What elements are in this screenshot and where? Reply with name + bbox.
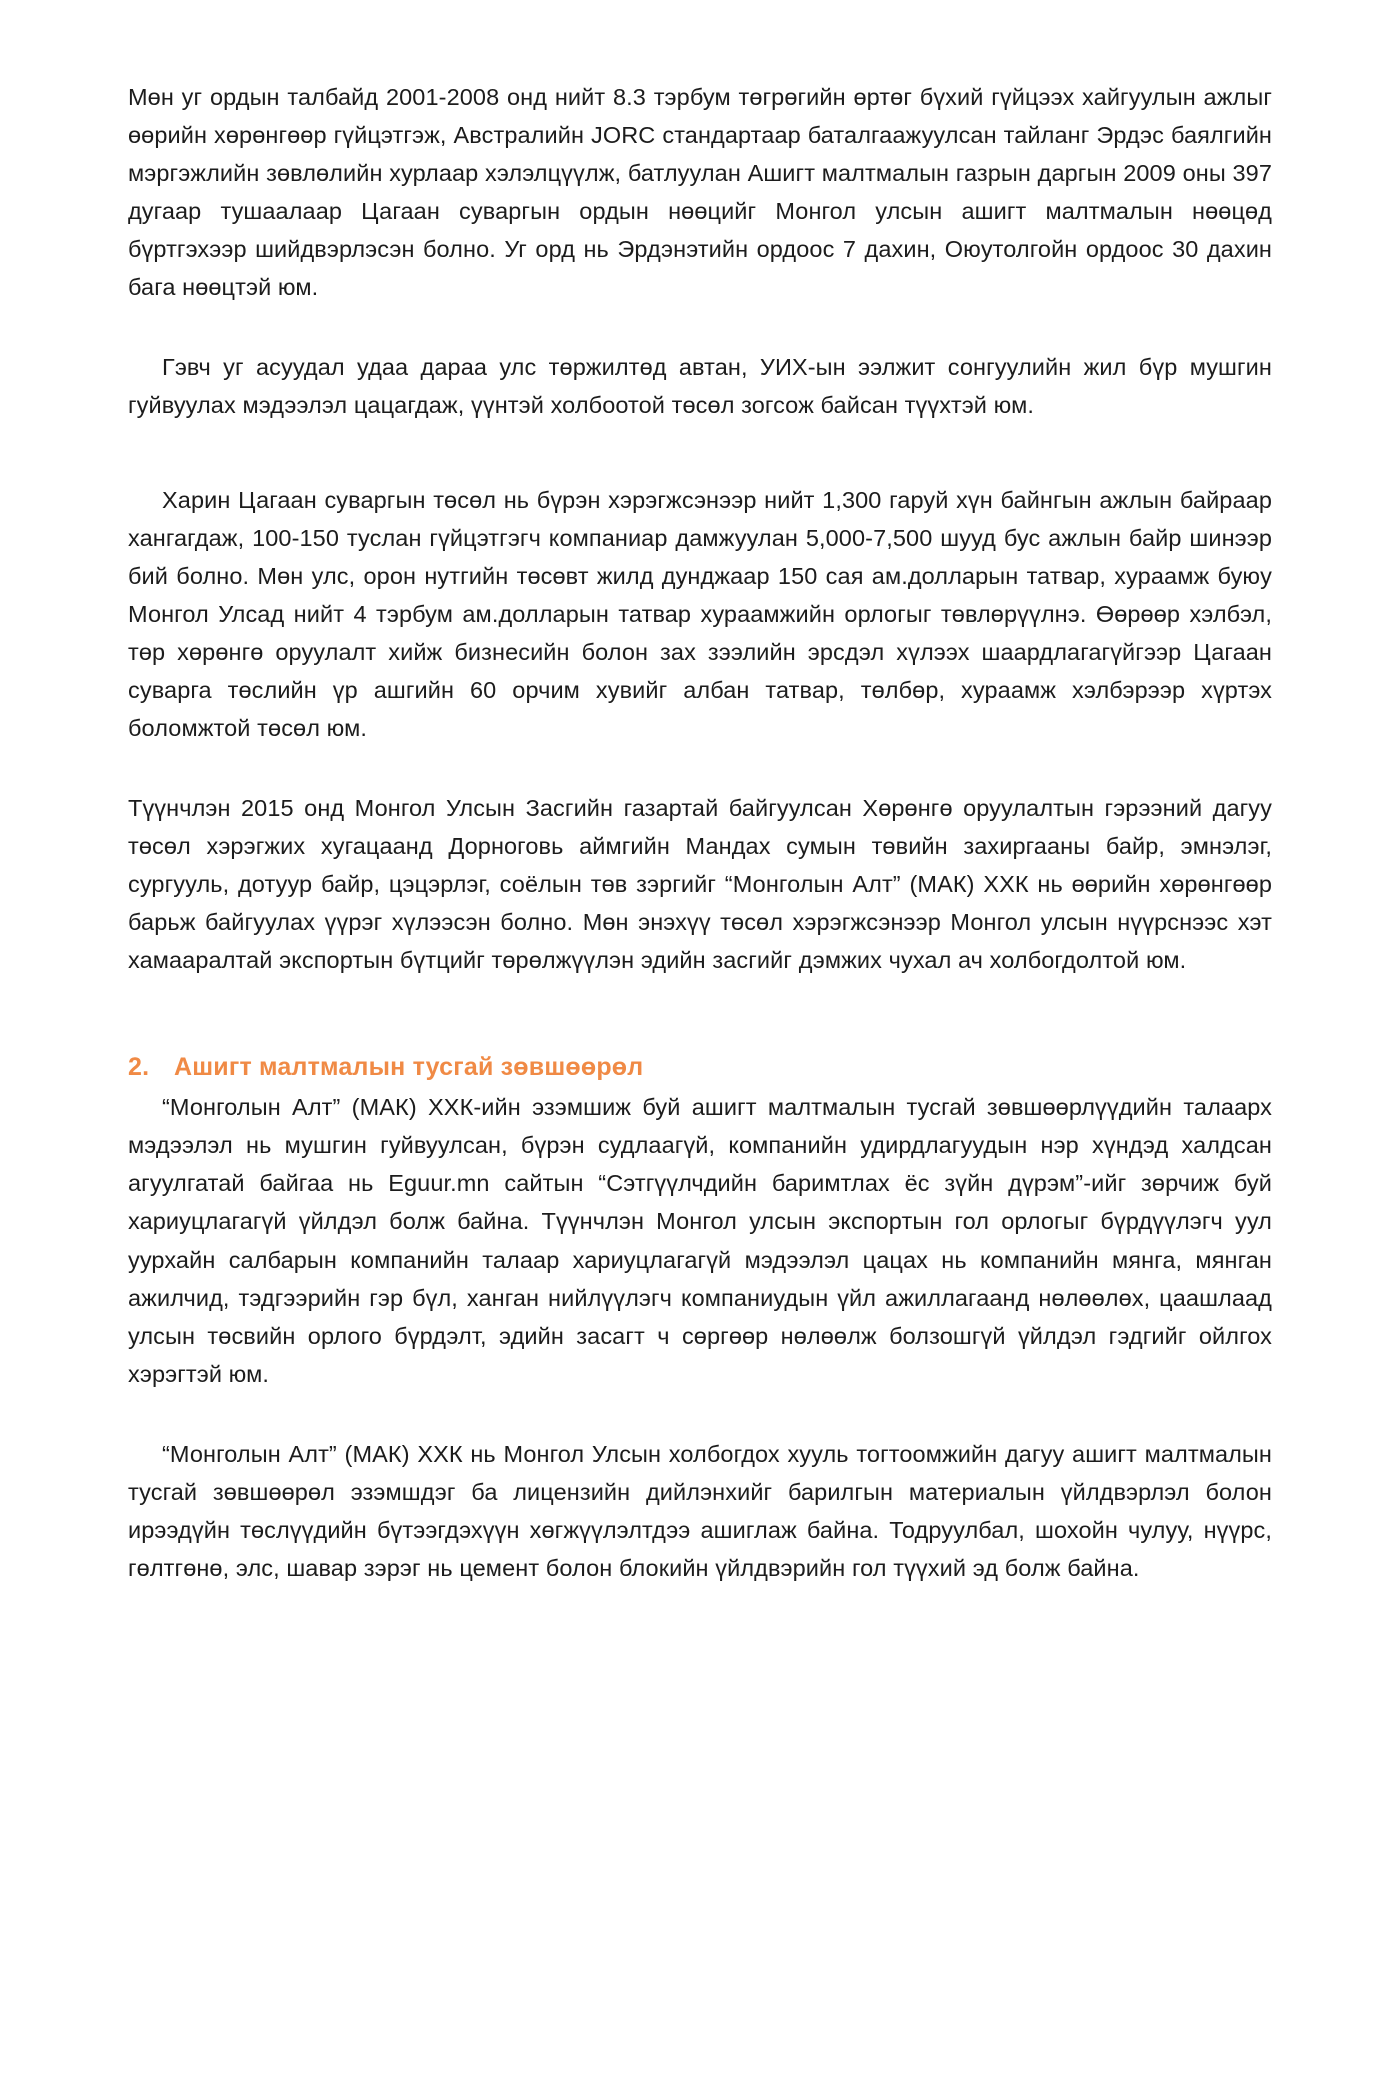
paragraph-license-usage: “Монголын Алт” (МАК) ХХК нь Монгол Улсын холбогдох хууль тогтоомжийн дагуу ашигт малтмалын тусгай зөвшөөрөл эзэмшдэг ба лицензийн дийлэнхийг барилгын материалын үйлдвэрлэл болон ирээдүйн төслүүдийн бүтээгдэхүүн хөгжүүлэлтдээ ашиглаж байна. Тодруулбал, шохойн чулуу, нүүрс, гөлтгөнө, элс, шавар зэрэг нь цемент болон блокийн үйлдвэрийн гол түүхий эд болж байна.: [128, 1440, 1272, 1581]
paragraph-cagaan-suvarga-reserves: Мөн уг ордын талбайд 2001-2008 онд нийт 8.3 тэрбум төгрөгийн өртөг бүхий гүйцээх хайгуулын ажлыг өөрийн хөрөнгөөр гүйцэтгэж, Австралийн JORC стандартаар баталгаажуулсан тайланг Эрдэс баялгийн мэргэжлийн зөвлөлийн хурлаар хэлэлцүүлж, батлуулан Ашигт малтмалын газрын даргын 2009 оны 397 дугаар тушаалаар Цагаан суваргын ордын нөөцийг Монгол улсын ашигт малтмалын нөөцөд бүртгэхээр шийдвэрлэсэн болно. Уг орд нь Эрдэнэтийн ордоос 7 дахин, Оюутолгойн ордоос 30 дахин бага нөөцтэй юм.: [128, 84, 1272, 301]
paragraph-license-misinformation: “Монголын Алт” (МАК) ХХК-ийн эзэмшиж буй ашигт малтмалын тусгай зөвшөөрлүүдийн талаарх мэдээлэл нь мушгин гуйвуулсан, бүрэн судлаагүй, компанийн удирдлагуудын нэр хүндэд халдсан агуулгатай байгаа нь Eguur.mn сайтын “Сэтгүүлчдийн баримтлах ёс зүйн дүрэм”-ийг зөрчиж буй хариуцлагагүй үйлдэл болж байна. Түүнчлэн Монгол улсын экспортын гол орлогыг бүрдүүлэгч уул уурхайн салбарын компанийн талаар хариуцлагагүй мэдээлэл цацах нь компанийн мянга, мянган ажилчид, тэдгээрийн гэр бүл, ханган нийлүүлэгч компаниудын үйл ажиллагаанд нөлөөлөх, цаашлаад улсын төсвийн орлого бүрдэлт, эдийн засагт ч сөргөөр нөлөөлж болзошгүй үйлдэл гэдгийг ойлгох хэрэгтэй юм.: [128, 1094, 1272, 1387]
paragraph-spacer: [128, 336, 1272, 348]
paragraph-spacer: [128, 777, 1272, 789]
paragraph-spacer: [128, 455, 1272, 481]
paragraph-spacer: [128, 1423, 1272, 1435]
section-title: Ашигт малтмалын тусгай зөвшөөрөл: [174, 1053, 644, 1082]
section-heading-mining-license: [128, 1053, 1272, 1082]
paragraph-investment-agreement-2015: Түүнчлэн 2015 онд Монгол Улсын Засгийн газартай байгуулсан Хөрөнгө оруулалтын гэрээний дагуу төсөл хэрэгжих хугацаанд Дорноговь аймгийн Мандах сумын төвийн захиргааны байр, эмнэлэг, сургууль, дотуур байр, цэцэрлэг, соёлын төв зэргийг “Монголын Алт” (МАК) ХХК нь өөрийн хөрөнгөөр барьж байгуулах үүрэг хүлээсэн болно. Мөн энэхүү төсөл хэрэгжсэнээр Монгол улсын нүүрснээс хэт хамааралтай экспортын бүтцийг төрөлжүүлэн эдийн засгийг дэмжих чухал ач холбогдолтой юм.: [128, 794, 1272, 974]
paragraph-jobs-and-taxes: Харин Цагаан суваргын төсөл нь бүрэн хэрэгжсэнээр нийт 1,300 гаруй хүн байнгын ажлын байраар хангагдаж, 100-150 туслан гүйцэтгэгч компаниар дамжуулан 5,000-7,500 шууд бус ажлын байр шинээр бий болно. Мөн улс, орон нутгийн төсөвт жилд дунджаар 150 сая ам.долларын татвар, хураамж буюу Монгол Улсад нийт 4 тэрбум ам.долларын татвар хураамжийн орлогыг төвлөрүүлнэ. Өөрөөр хэлбэл, төр хөрөнгө оруулалт хийж бизнесийн болон зах зээлийн эрсдэл хүлээх шаардлагагүйгээр Цагаан суварга төслийн үр ашгийн 60 орчим хувийг албан татвар, төлбөр, хураамж хэлбэрээр хүртэх боломжтой төсөл юм.: [128, 486, 1272, 741]
section-spacer: [128, 1009, 1272, 1053]
section-number: 2.: [128, 1053, 150, 1082]
paragraph-politicization: Гэвч уг асуудал удаа дараа улс төржилтөд автан, УИХ-ын ээлжит сонгуулийн жил бүр мушгин гуйвуулах мэдээлэл цацагдаж, үүнтэй холбоотой төсөл зогсож байсан түүхтэй юм.: [128, 354, 1272, 419]
document-body: [128, 78, 1272, 1587]
